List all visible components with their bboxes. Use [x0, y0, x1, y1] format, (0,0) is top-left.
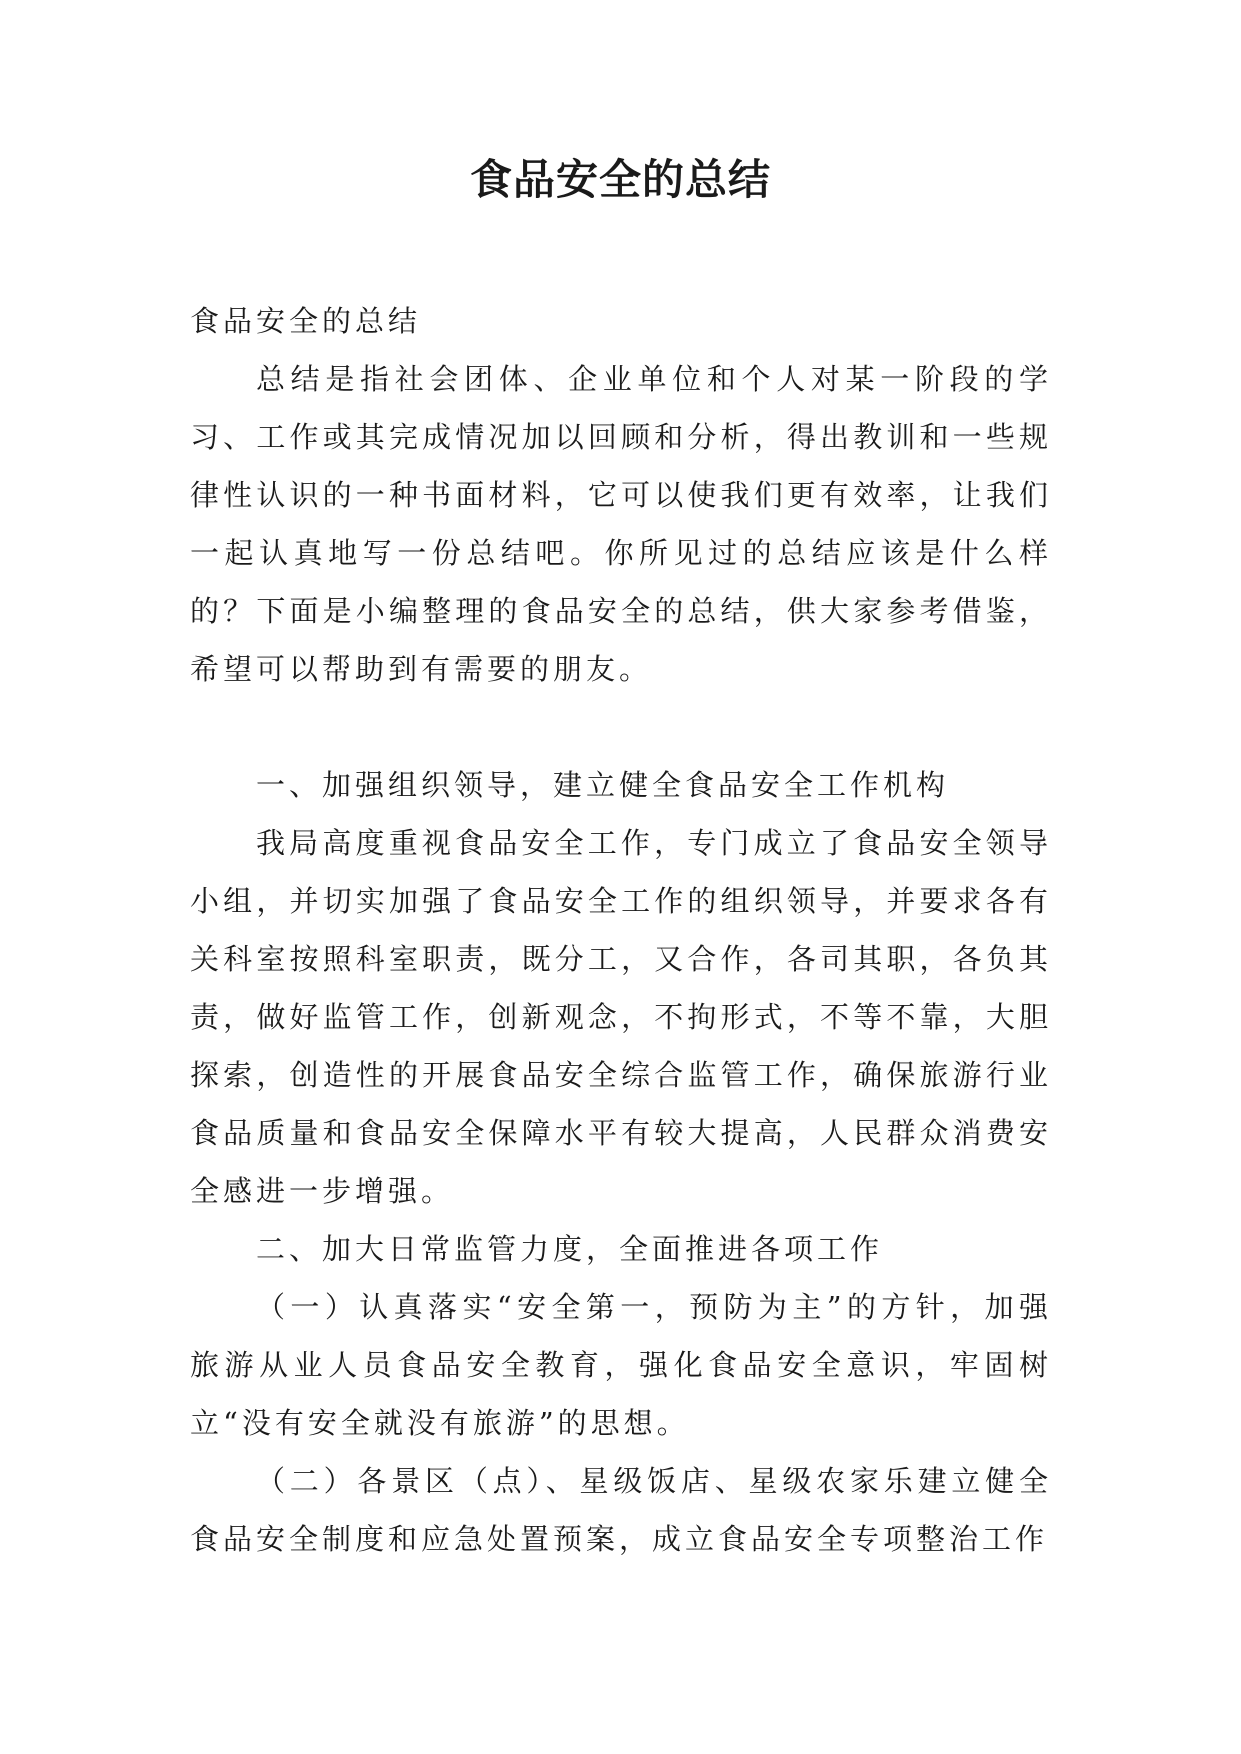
- section-1-heading: 一、加强组织领导，建立健全食品安全工作机构: [256, 768, 950, 802]
- paragraph-spacer: [190, 698, 1052, 756]
- intro-paragraph: 总结是指社会团体、企业单位和个人对某一阶段的学习、工作或其完成情况加以回顾和分析，得出教训和一些规律性认识的一种书面材料，它可以使我们更有效率，让我们一起认真地写一份总结吧。你所见过的总结应该是什么样的？下面是小编整理的食品安全的总结，供大家参考借鉴，希望可以帮助到有需要的朋友。: [190, 362, 1052, 686]
- section-2-heading: 二、加大日常监管力度，全面推进各项工作: [256, 1232, 884, 1266]
- document-subtitle: 食品安全的总结: [190, 304, 422, 338]
- section-2-item-1: （一）认真落实“安全第一，预防为主”的方针，加强旅游从业人员食品安全教育，强化食品安全意识，牢固树立“没有安全就没有旅游”的思想。: [190, 1290, 1052, 1440]
- document-body: [190, 292, 1052, 1568]
- section-2-item-2: （二）各景区（点）、星级饭店、星级农家乐建立健全食品安全制度和应急处置预案，成立食品安全专项整治工作: [190, 1464, 1052, 1556]
- document-title: 食品安全的总结: [469, 155, 771, 204]
- section-1-paragraph: 我局高度重视食品安全工作，专门成立了食品安全领导小组，并切实加强了食品安全工作的组织领导，并要求各有关科室按照科室职责，既分工，又合作，各司其职，各负其责，做好监管工作，创新观念，不拘形式，不等不靠，大胆探索，创造性的开展食品安全综合监管工作，确保旅游行业食品质量和食品安全保障水平有较大提高，人民群众消费安全感进一步增强。: [190, 826, 1052, 1208]
